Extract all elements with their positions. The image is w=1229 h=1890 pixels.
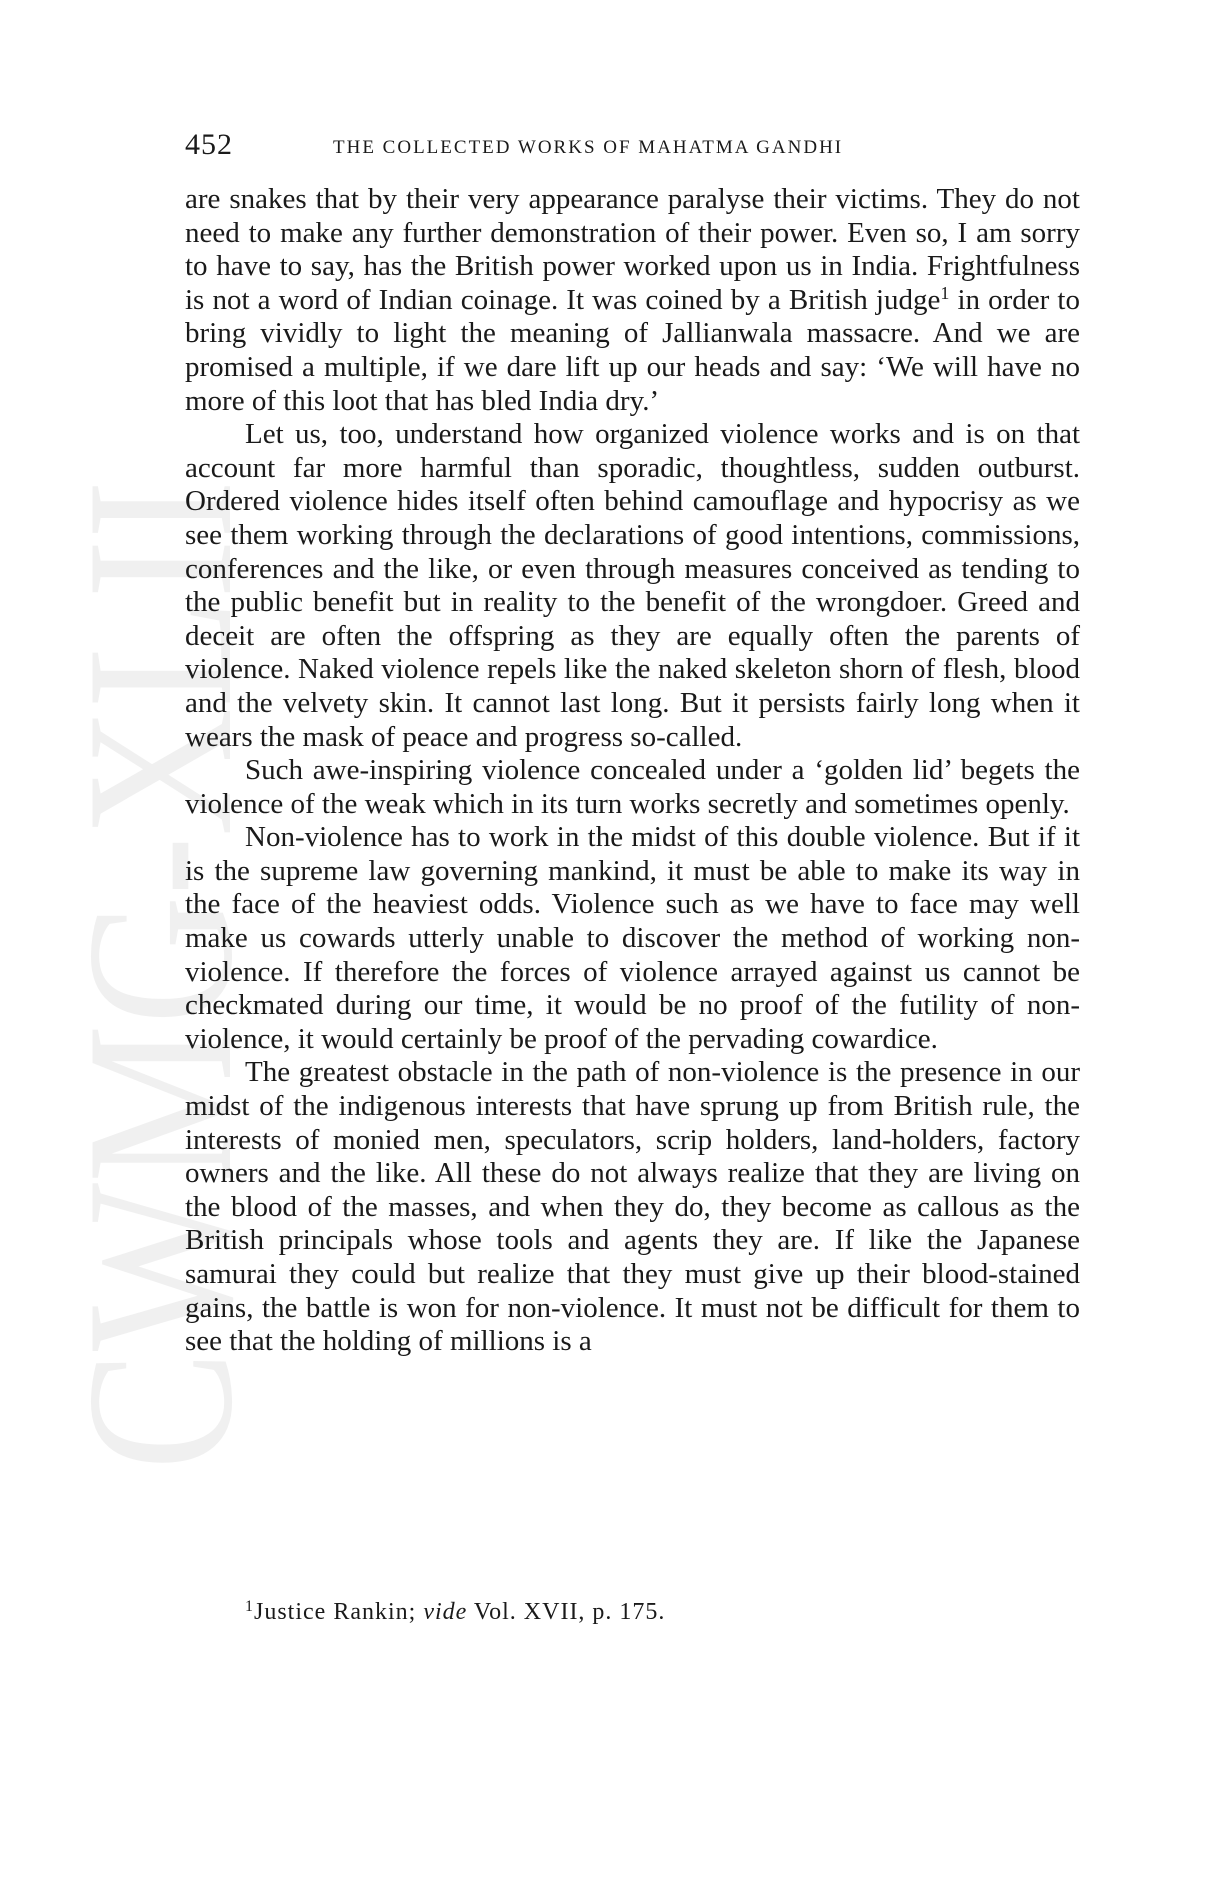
watermark-text: CWMG-XLII xyxy=(44,303,276,1470)
footnote-marker: 1 xyxy=(245,1598,254,1615)
footnote-text-b: Vol. XVII, p. 175. xyxy=(467,1599,666,1625)
footnote-italic: vide xyxy=(423,1599,468,1625)
body-text xyxy=(185,183,1080,1359)
footnote xyxy=(245,1598,665,1626)
paragraph-1-text-b: in order to bring vividly to light the meaning of Jallianwala massacre. And we are promised a multiple, if we dare lift up our heads and say: ‘We will have no more of this loot that has bled India dry.’ xyxy=(185,283,1080,417)
page-number: 452 xyxy=(185,128,233,161)
paragraph-4: Non-violence has to work in the midst of this double violence. But if it is the supreme law governing mankind, it must be able to make its way in the face of the heaviest odds. Violence such as we have to face may well make us cowards utterly unable to discover the method of working non-violence. If therefore the forces of violence arrayed against us cannot be checkmated during our time, it would be no proof of the futility of non-violence, it would certainly be proof of the pervading cowardice. xyxy=(185,821,1080,1055)
footnote-text-a: Justice Rankin; xyxy=(254,1599,424,1625)
paragraph-5: The greatest obstacle in the path of non-violence is the presence in our midst of the indigenous interests that have sprung up from British rule, the interests of monied men, speculators, scrip holders, land-holders, factory owners and the like. All these do not always realize that they are living on the blood of the masses, and when they do, they become as callous as the British principals whose tools and agents they are. If like the Japanese samurai they could but realize that they must give up their blood-stained gains, the battle is won for non-violence. It must not be difficult for them to see that the holding of millions is a xyxy=(185,1056,1080,1358)
footnote-reference: 1 xyxy=(940,282,950,303)
paragraph-3: Such awe-inspiring violence concealed under a ‘golden lid’ begets the violence of the weak which in its turn works secretly and sometimes openly. xyxy=(185,754,1080,820)
paragraph-1-text-a: are snakes that by their very appearance paralyse their victims. They do not need to make any further demonstration of their power. Even so, I am sorry to have to say, has the British power worked upon us in India. Frightfulness is not a word of Indian coinage. It was coined by a British judge xyxy=(185,183,1080,316)
running-title: THE COLLECTED WORKS OF MAHATMA GANDHI xyxy=(333,137,844,158)
paragraph-1 xyxy=(185,183,1080,418)
paragraph-2: Let us, too, understand how organized violence works and is on that account far more harmful than sporadic, thoughtless, sudden outburst. Ordered violence hides itself often behind camouflage and hypocrisy as we see them working through the declarations of good intentions, commissions, conferences and the like, or even through measures conceived as tending to the public benefit but in reality to the benefit of the wrongdoer. Greed and deceit are often the offspring as they are equally often the parents of violence. Naked violence repels like the naked skeleton shorn of flesh, blood and the velvety skin. It cannot last long. But it persists fairly long when it wears the mask of peace and progress so-called. xyxy=(185,418,1080,753)
page-header xyxy=(185,128,1080,168)
